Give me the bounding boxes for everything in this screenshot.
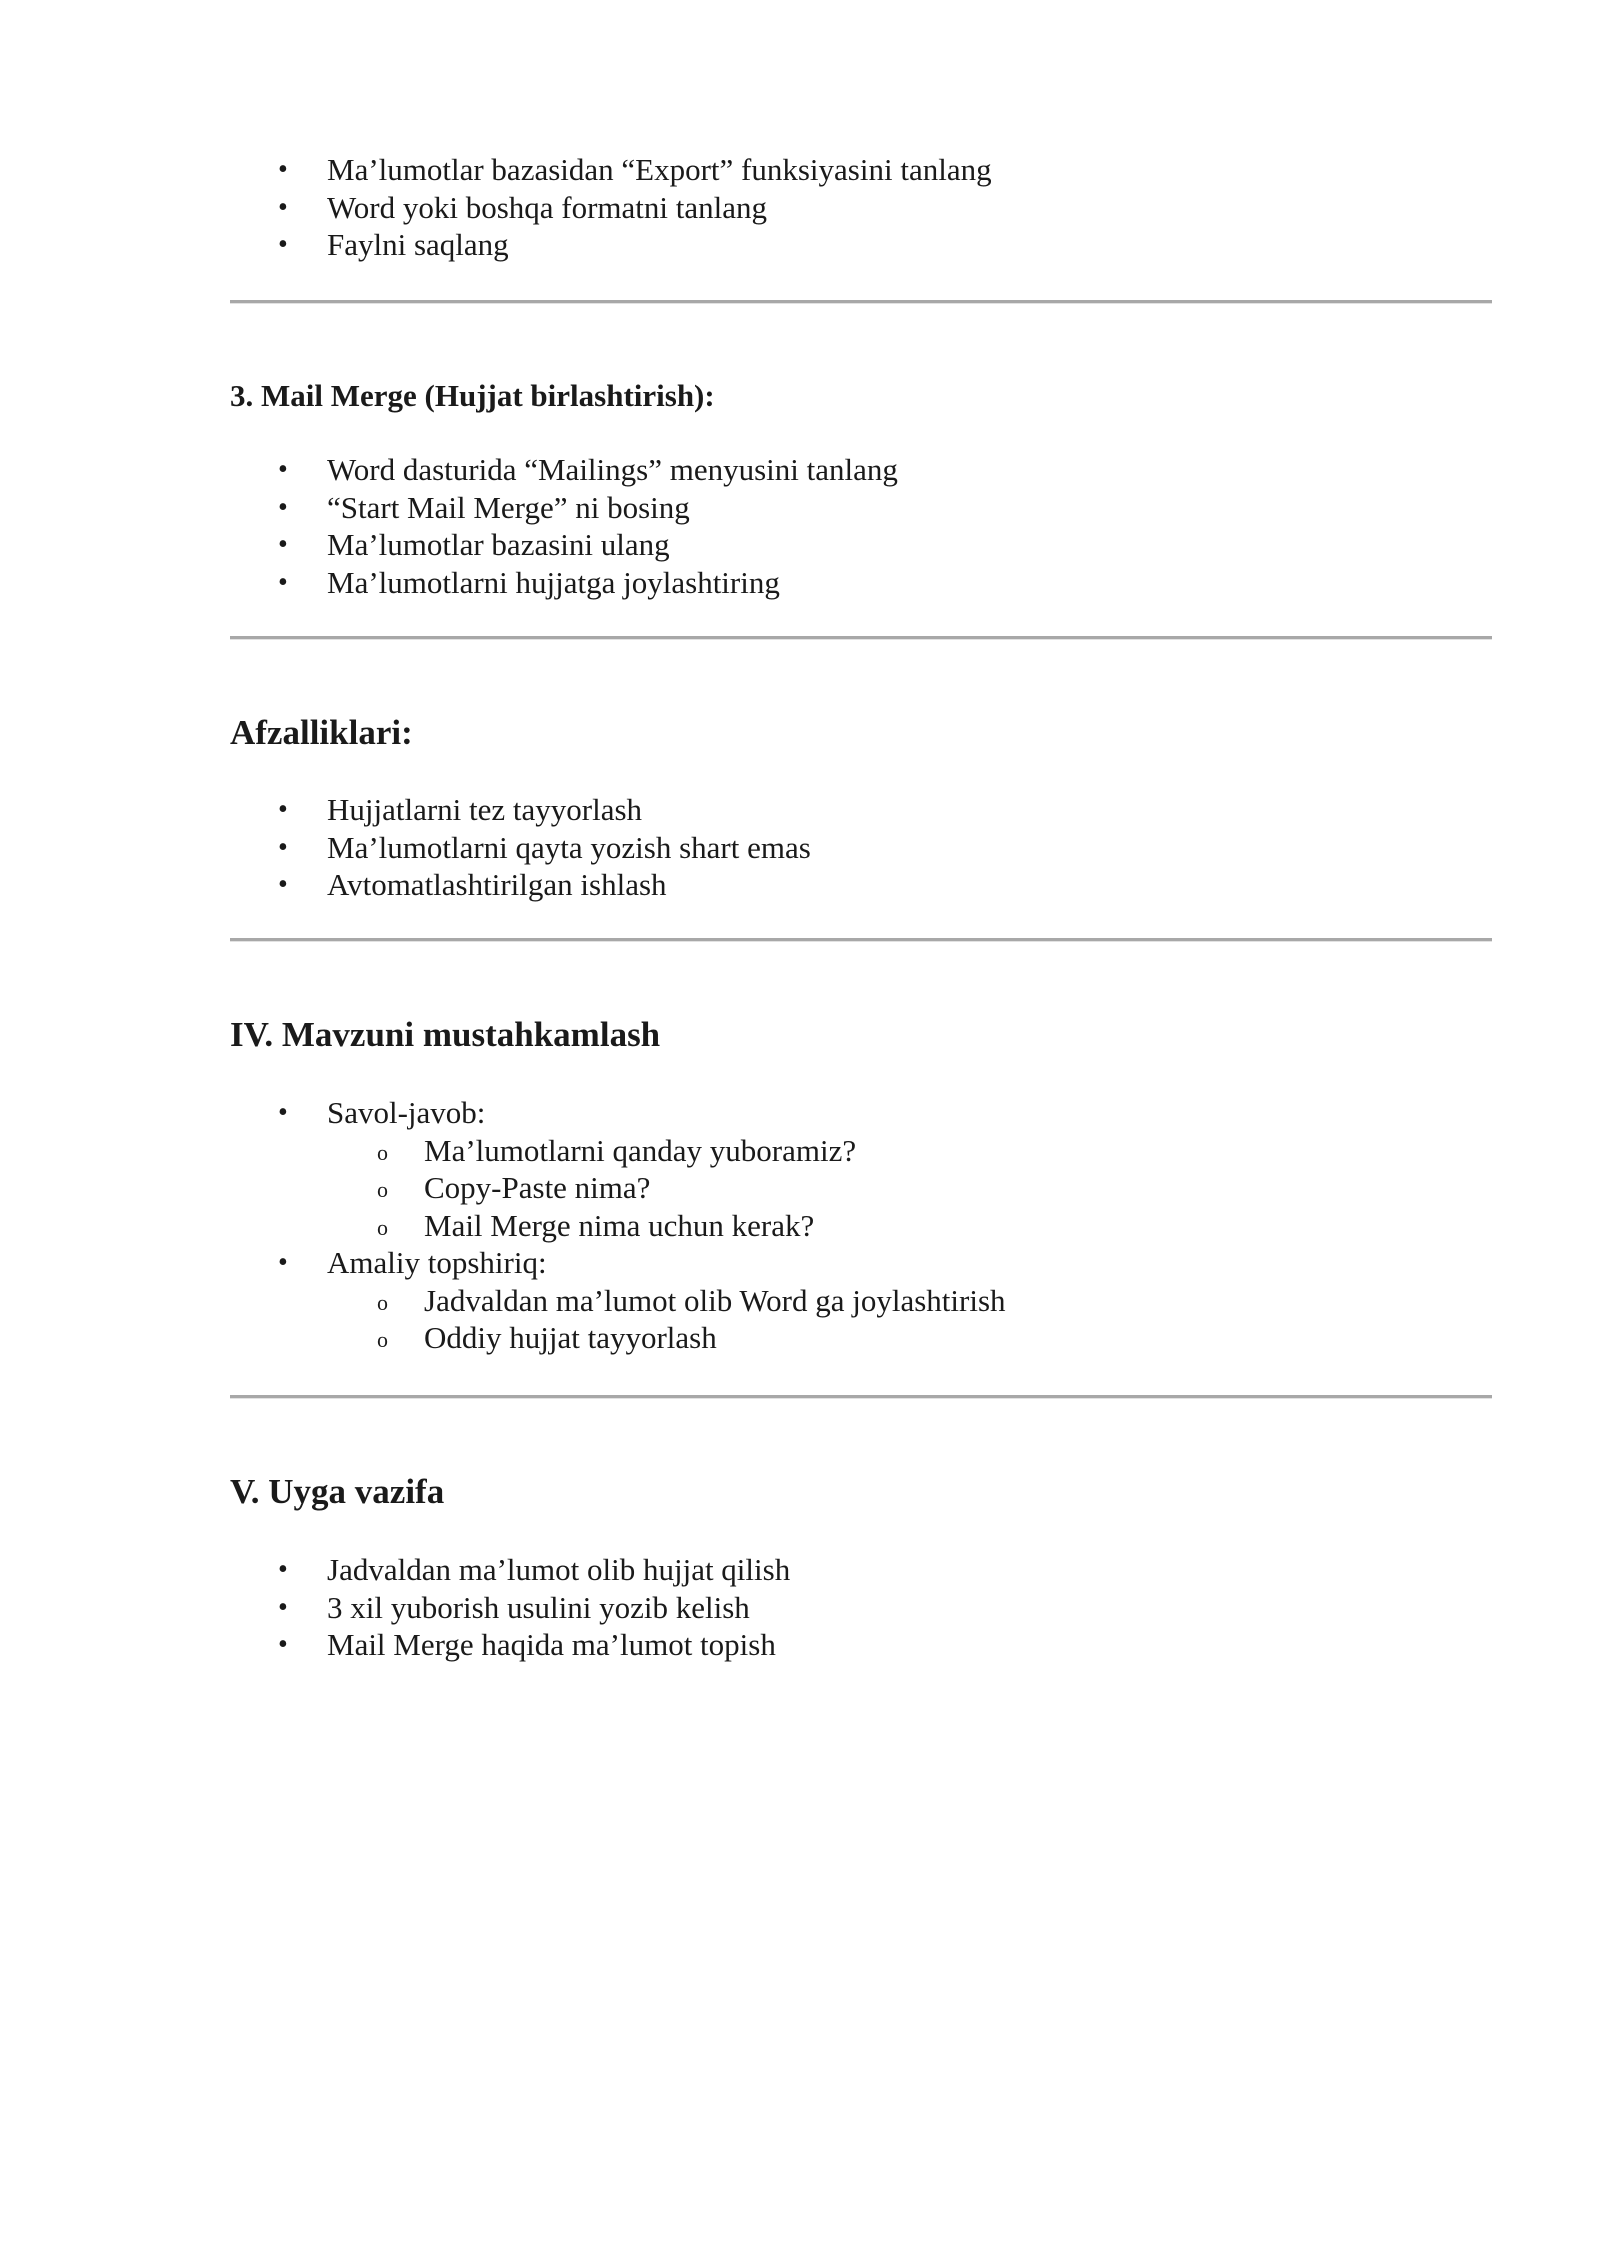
horizontal-rule <box>230 300 1492 304</box>
reinforcement-heading: IV. Mavzuni mustahkamlash <box>230 1015 661 1054</box>
circle-bullet-icon: o <box>377 1177 388 1202</box>
bullet-icon: • <box>278 1097 288 1128</box>
list-item-text: Ma’lumotlarni hujjatga joylashtiring <box>327 564 780 600</box>
list-item-text: “Start Mail Merge” ni bosing <box>327 489 690 525</box>
list-item-text: Hujjatlarni tez tayyorlash <box>327 792 643 827</box>
homework-list-block <box>230 1551 1492 1664</box>
list-item-text: Ma’lumotlar bazasidan “Export” funksiyasini tanlang <box>327 152 992 187</box>
list-item <box>230 829 1492 867</box>
list-item <box>230 564 1492 602</box>
sub-list <box>327 1132 1492 1245</box>
bullet-icon: • <box>278 1629 288 1660</box>
intro-list-block <box>230 151 1492 264</box>
sub-list-item <box>327 1282 1492 1320</box>
list-item <box>230 866 1492 904</box>
horizontal-rule <box>230 938 1492 942</box>
list-item <box>230 151 1492 189</box>
list-item <box>230 451 1492 489</box>
bullet-icon: • <box>278 566 288 598</box>
list-item-text: Word dasturida “Mailings” menyusini tanlang <box>327 452 898 487</box>
homework-list <box>230 1551 1492 1664</box>
sub-list-item-text: Oddiy hujjat tayyorlash <box>424 1320 717 1355</box>
list-item <box>230 1626 1492 1664</box>
reinforcement-list-block <box>230 1094 1492 1357</box>
list-item <box>230 1589 1492 1627</box>
list-item-text: Avtomatlashtirilgan ishlash <box>327 867 667 902</box>
list-item-text: 3 xil yuborish usulini yozib kelish <box>327 1589 750 1625</box>
sub-list-item-text: Jadvaldan ma’lumot olib Word ga joylashtirish <box>424 1282 1006 1318</box>
sub-list-item <box>327 1132 1492 1170</box>
bullet-icon: • <box>278 1591 288 1623</box>
horizontal-rule <box>230 1395 1492 1399</box>
list-item <box>230 226 1492 264</box>
sub-list-item-text: Copy-Paste nima? <box>424 1170 651 1205</box>
advantages-list <box>230 791 1492 904</box>
bullet-icon: • <box>278 1247 288 1278</box>
bullet-icon: • <box>278 529 288 560</box>
advantages-heading: Afzalliklari: <box>230 713 413 752</box>
sub-list-item-text: Mail Merge nima uchun kerak? <box>424 1207 815 1243</box>
sub-list <box>327 1282 1492 1357</box>
list-item-text: Word yoki boshqa formatni tanlang <box>327 189 768 225</box>
list-item <box>230 1551 1492 1589</box>
sub-list-item <box>327 1169 1492 1207</box>
list-item <box>230 189 1492 227</box>
bullet-icon: • <box>278 869 288 900</box>
mail-merge-list-block <box>230 451 1492 601</box>
list-item-text: Jadvaldan ma’lumot olib hujjat qilish <box>327 1552 791 1587</box>
sub-list-item <box>327 1319 1492 1357</box>
sub-list-item-text: Ma’lumotlarni qanday yuboramiz? <box>424 1132 857 1168</box>
list-item <box>230 526 1492 564</box>
horizontal-rule <box>230 636 1492 640</box>
list-item-text: Ma’lumotlar bazasini ulang <box>327 527 670 562</box>
list-item-text: Amaliy topshiriq: <box>327 1245 547 1280</box>
intro-list <box>230 151 1492 264</box>
bullet-icon: • <box>278 154 288 185</box>
circle-bullet-icon: o <box>377 1214 388 1240</box>
list-item <box>230 791 1492 829</box>
list-item-text: Faylni saqlang <box>327 227 509 262</box>
list-item <box>230 1244 1492 1357</box>
list-item <box>230 489 1492 527</box>
bullet-icon: • <box>278 1554 288 1585</box>
bullet-icon: • <box>278 794 288 825</box>
bullet-icon: • <box>278 831 288 863</box>
bullet-icon: • <box>278 491 288 523</box>
advantages-list-block <box>230 791 1492 904</box>
circle-bullet-icon: o <box>377 1139 388 1165</box>
sub-list-item <box>327 1207 1492 1245</box>
bullet-icon: • <box>278 229 288 260</box>
list-item-text: Ma’lumotlarni qayta yozish shart emas <box>327 829 811 865</box>
circle-bullet-icon: o <box>377 1289 388 1315</box>
list-item-text: Savol-javob: <box>327 1095 486 1130</box>
list-item <box>230 1094 1492 1244</box>
bullet-icon: • <box>278 454 288 485</box>
mail-merge-heading: 3. Mail Merge (Hujjat birlashtirish): <box>230 378 715 413</box>
bullet-icon: • <box>278 191 288 223</box>
reinforcement-list <box>230 1094 1492 1357</box>
circle-bullet-icon: o <box>377 1327 388 1352</box>
homework-heading: V. Uyga vazifa <box>230 1472 445 1511</box>
mail-merge-list <box>230 451 1492 601</box>
list-item-text: Mail Merge haqida ma’lumot topish <box>327 1627 776 1662</box>
